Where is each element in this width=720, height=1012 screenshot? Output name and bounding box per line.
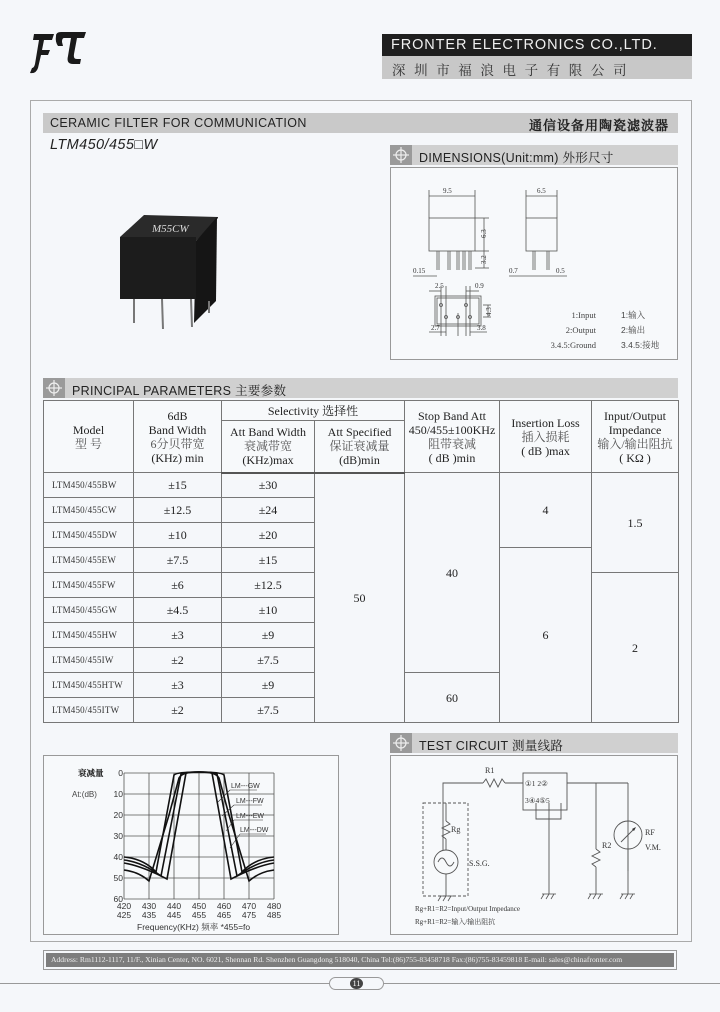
cell-stop-band: 40 xyxy=(405,473,500,673)
col-att-bandwidth xyxy=(222,421,315,473)
xtick: 475 xyxy=(241,910,257,920)
cell-att-bw: ±24 xyxy=(222,498,315,523)
company-name-en: FRONTER ELECTRONICS CO.,LTD. xyxy=(382,34,692,56)
note-en: Rg+R1=R2=Input/Output Impedance xyxy=(415,905,520,913)
cell-bandwidth: ±15 xyxy=(134,473,222,498)
cell-model: LTM450/455DW xyxy=(44,523,134,548)
col-sb-cn: 阻带衰减 xyxy=(428,436,477,451)
attenuation-chart xyxy=(43,755,339,935)
cell-att-specified: 50 xyxy=(315,473,405,723)
cell-insertion-loss: 4 xyxy=(500,473,592,548)
dim-pin-length: 3.2 xyxy=(480,255,488,264)
col-sb-range: 450/455±100KHz xyxy=(408,422,496,437)
dim-pin-dia-right: 0.5 xyxy=(556,267,565,275)
footer-address: Address: Rm1112-1117, 11/F., Xinian Center, NO. 6021, Shennan Rd. Shenzhen Guangdong 518040, China Tel:(86)755-83458718 Fax:(86)755-83459818 E-mail: sales@chinafronter.com xyxy=(46,953,674,967)
ytick: 0 xyxy=(118,768,123,778)
title-cn: 通信设备用陶瓷滤波器 xyxy=(528,118,669,133)
pin-2-cn: 2:输出 xyxy=(621,325,646,335)
product-model-series: LTM450/455□W xyxy=(50,137,158,153)
col-imp-l2: Impedance xyxy=(608,422,662,437)
xtick: 455 xyxy=(191,910,207,920)
xtick: 485 xyxy=(266,910,282,920)
footer-address-bar xyxy=(43,950,677,970)
company-banner xyxy=(382,34,692,79)
col-imp-unit: ( KΩ ) xyxy=(619,450,651,465)
cell-att-bw: ±15 xyxy=(222,548,315,573)
col-imp-cn: 输入/输出阻抗 xyxy=(597,436,673,451)
col-sb-en: Stop Band Att xyxy=(418,408,487,423)
cell-bandwidth: ±10 xyxy=(134,523,222,548)
col-as-cn: 保证衰减量 xyxy=(329,439,390,454)
col-as-en: Att Specified xyxy=(327,425,392,440)
col-bw-l2: Band Width xyxy=(148,422,207,437)
col-bw-l1: 6dB xyxy=(167,408,188,423)
cell-att-bw: ±7.5 xyxy=(222,648,315,673)
col-bw-cn: 6分贝带宽 xyxy=(150,436,205,451)
pin-345-en: 3.4.5:Ground xyxy=(550,340,596,350)
label-r2: R2 xyxy=(602,841,612,850)
product-marking: M55CW xyxy=(152,223,189,235)
col-model xyxy=(44,401,134,473)
col-insertion-loss xyxy=(500,401,592,473)
dim-pin-width: 0.9 xyxy=(475,282,484,290)
dim-left-margin: 2.7 xyxy=(431,324,440,332)
pin-1-cn: 1:输入 xyxy=(621,310,646,320)
table-row xyxy=(44,473,679,498)
cell-model: LTM450/455IW xyxy=(44,648,134,673)
label-r1: R1 xyxy=(485,766,495,775)
cell-bandwidth: ±3 xyxy=(134,623,222,648)
legend-gw: LM---GW xyxy=(231,783,260,790)
chart-ylabel-cn: 衰减量 xyxy=(78,768,104,778)
cell-att-bw: ±9 xyxy=(222,623,315,648)
cell-model: LTM450/455EW xyxy=(44,548,134,573)
xtick: 420 xyxy=(116,901,132,911)
dim-width: 9.5 xyxy=(443,187,452,195)
cell-insertion-loss: 6 xyxy=(500,548,592,723)
col-il-cn: 插入损耗 xyxy=(521,429,570,444)
col-abw-en: Att Band Width xyxy=(230,425,306,440)
legend-fw: LM---FW xyxy=(236,798,264,805)
cell-att-bw: ±20 xyxy=(222,523,315,548)
cell-model: LTM450/455BW xyxy=(44,473,134,498)
col-bw-unit: (KHz) min xyxy=(151,450,204,465)
cell-impedance: 1.5 xyxy=(592,473,679,573)
col-att-specified xyxy=(315,421,405,473)
col-abw-cn: 衰减带宽 xyxy=(243,439,292,454)
cell-att-bw: ±9 xyxy=(222,673,315,698)
col-model-en: Model xyxy=(72,422,105,437)
company-name-cn: 深圳市福浪电子有限公司 xyxy=(382,56,692,79)
pin-345-cn: 3.4.5:接地 xyxy=(621,340,660,350)
ytick: 20 xyxy=(113,810,123,820)
product-photo xyxy=(118,205,218,330)
ytick: 40 xyxy=(113,852,123,862)
ytick: 30 xyxy=(113,831,123,841)
dim-pitch: 2.5 xyxy=(435,282,444,290)
cell-model: LTM450/455ITW xyxy=(44,698,134,723)
test-circuit-heading-label: TEST CIRCUIT 测量线路 xyxy=(419,739,564,753)
pin-2-en: 2:Output xyxy=(565,325,596,335)
xtick: 425 xyxy=(116,910,132,920)
dim-row-spacing: 4.3 xyxy=(485,307,493,316)
xtick: 435 xyxy=(141,910,157,920)
title-en: CERAMIC FILTER FOR COMMUNICATION xyxy=(50,116,307,130)
cell-att-bw: ±12.5 xyxy=(222,573,315,598)
col-as-unit: (dB)min xyxy=(339,453,380,468)
label-pins-top: ①1 2② xyxy=(525,779,548,788)
col-il-unit: ( dB )max xyxy=(521,443,570,458)
col-il-en: Insertion Loss xyxy=(511,415,580,430)
col-bandwidth xyxy=(134,401,222,473)
cell-bandwidth: ±2 xyxy=(134,648,222,673)
company-logo xyxy=(28,28,88,78)
cell-model: LTM450/455FW xyxy=(44,573,134,598)
col-stop-band xyxy=(405,401,500,473)
cell-stop-band: 60 xyxy=(405,673,500,723)
cell-model: LTM450/455GW xyxy=(44,598,134,623)
cell-bandwidth: ±6 xyxy=(134,573,222,598)
legend-dw: LM---DW xyxy=(240,827,269,834)
cell-bandwidth: ±7.5 xyxy=(134,548,222,573)
xtick: 460 xyxy=(216,901,232,911)
parameters-heading-label: PRINCIPAL PARAMETERS 主要参数 xyxy=(72,384,287,398)
parameters-table xyxy=(43,400,679,723)
cell-impedance: 2 xyxy=(592,573,679,723)
dim-height: 6.3 xyxy=(480,229,488,238)
dim-depth: 6.5 xyxy=(537,187,546,195)
legend-ew: LM---EW xyxy=(236,813,264,820)
cell-bandwidth: ±2 xyxy=(134,698,222,723)
note-cn: Rg+R1=R2=输入/输出阻抗 xyxy=(415,918,496,926)
dim-right-margin: 3.8 xyxy=(477,324,486,332)
xtick: 450 xyxy=(191,901,207,911)
test-circuit-heading xyxy=(390,733,678,753)
xtick: 445 xyxy=(166,910,182,920)
page-number-badge xyxy=(329,977,384,990)
ytick: 10 xyxy=(113,789,123,799)
ytick: 50 xyxy=(113,873,123,883)
label-ssg: S.S.G. xyxy=(469,859,490,868)
cell-model: LTM450/455HTW xyxy=(44,673,134,698)
document-title-bar xyxy=(43,113,678,133)
cell-bandwidth: ±12.5 xyxy=(134,498,222,523)
page-number: 11 xyxy=(350,978,363,989)
chart-xlabel: Frequency(KHz) 频率 *455=fo xyxy=(137,922,251,932)
xtick: 465 xyxy=(216,910,232,920)
col-model-cn: 型 号 xyxy=(74,436,102,451)
cell-model: LTM450/455CW xyxy=(44,498,134,523)
label-rf: RF xyxy=(645,828,655,837)
crosshair-icon xyxy=(43,378,65,398)
ytick: 60 xyxy=(113,894,123,904)
dim-pin-dia-left: 0.7 xyxy=(509,267,518,275)
label-rg: Rg xyxy=(451,825,461,834)
cell-att-bw: ±30 xyxy=(222,473,315,498)
xtick: 430 xyxy=(141,901,157,911)
dimensions-heading xyxy=(390,145,678,165)
label-vm: V.M. xyxy=(645,843,661,852)
parameters-heading xyxy=(43,378,678,398)
dimensions-drawing xyxy=(390,167,678,360)
dim-pin-offset: 0.15 xyxy=(413,267,426,275)
col-selectivity: Selectivity 选择性 xyxy=(222,401,405,421)
cell-model: LTM450/455HW xyxy=(44,623,134,648)
test-circuit-diagram xyxy=(390,755,678,935)
xtick: 480 xyxy=(266,901,282,911)
xtick: 470 xyxy=(241,901,257,911)
col-imp-l1: Input/Output xyxy=(604,408,667,423)
dimensions-heading-label: DIMENSIONS(Unit:mm) 外形尺寸 xyxy=(419,151,614,165)
col-sb-unit: ( dB )min xyxy=(428,450,476,465)
cell-bandwidth: ±4.5 xyxy=(134,598,222,623)
cell-bandwidth: ±3 xyxy=(134,673,222,698)
crosshair-icon xyxy=(390,733,412,753)
cell-att-bw: ±7.5 xyxy=(222,698,315,723)
col-impedance xyxy=(592,401,679,473)
xtick: 440 xyxy=(166,901,182,911)
label-pins-bottom: 3④4⑤5 xyxy=(525,796,550,805)
col-abw-unit: (KHz)max xyxy=(242,453,294,468)
chart-ylabel-en: At:(dB) xyxy=(72,790,97,799)
cell-att-bw: ±10 xyxy=(222,598,315,623)
crosshair-icon xyxy=(390,145,412,165)
pin-1-en: 1:Input xyxy=(571,310,596,320)
